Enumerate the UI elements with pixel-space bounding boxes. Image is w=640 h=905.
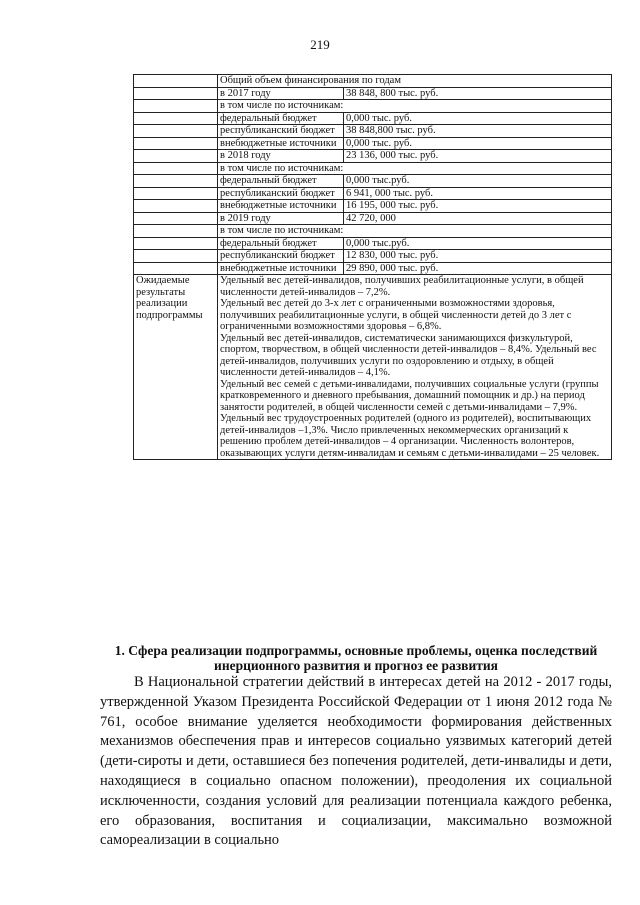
results-paragraph: Удельный вес детей-инвалидов, систематически занимающихся физкультурой, спортом, творчеством, в общей численности детей-инвалидов – 8,4%. Удельный вес детей-инвалидов, получивших услуги по оздоровлению и отдыху, в общей численности детей-инвалидов – 4,1%.	[220, 332, 597, 378]
financing-table	[133, 74, 612, 460]
source-name: республиканский бюджет	[218, 250, 344, 263]
source-amount: 16 195, 000 тыс. руб.	[344, 200, 612, 213]
financing-title-row	[134, 75, 612, 88]
source-amount: 0,000 тыс. руб.	[344, 112, 612, 125]
source-amount: 0,000 тыс.руб.	[344, 237, 612, 250]
sources-label-row	[134, 225, 612, 238]
empty-label-cell	[134, 112, 218, 125]
empty-label-cell	[134, 175, 218, 188]
source-amount: 0,000 тыс.руб.	[344, 175, 612, 188]
source-amount: 0,000 тыс. руб.	[344, 137, 612, 150]
section-heading: 1. Сфера реализации подпрограммы, основные проблемы, оценка последствий инерционного развития и прогноз ее развития	[114, 643, 598, 673]
source-row	[134, 125, 612, 138]
empty-label-cell	[134, 100, 218, 113]
source-row	[134, 262, 612, 275]
empty-label-cell	[134, 200, 218, 213]
source-row	[134, 187, 612, 200]
year-total-row	[134, 212, 612, 225]
source-amount: 6 941, 000 тыс. руб.	[344, 187, 612, 200]
empty-label-cell	[134, 162, 218, 175]
source-amount: 29 890, 000 тыс. руб.	[344, 262, 612, 275]
year-total: 23 136, 000 тыс. руб.	[344, 150, 612, 163]
results-cell	[218, 275, 612, 460]
year-total-row	[134, 87, 612, 100]
sources-label-row	[134, 100, 612, 113]
source-row	[134, 237, 612, 250]
source-row	[134, 175, 612, 188]
year-total: 38 848, 800 тыс. руб.	[344, 87, 612, 100]
source-row	[134, 250, 612, 263]
results-label: Ожидаемые результаты реализации подпрограммы	[134, 275, 218, 460]
source-row	[134, 200, 612, 213]
empty-label-cell	[134, 87, 218, 100]
financing-title: Общий объем финансирования по годам	[218, 75, 612, 88]
source-name: внебюджетные источники	[218, 200, 344, 213]
empty-label-cell	[134, 137, 218, 150]
year-total: 42 720, 000	[344, 212, 612, 225]
source-row	[134, 112, 612, 125]
results-paragraph: Удельный вес семей с детьми-инвалидами, получивших социальные услуги (группы кратковременного и дневного пребывания, домашний помощник и др.) на период занятости родителей, в общей численности семей с детьми-инвалидами – 7,9%. Удельный вес трудоустроенных родителей (одного из родителей), воспитывающих детей-инвалидов –1,3%. Число привлеченных некоммерческих организаций к решению проблем детей-инвалидов – 4 организации. Численность волонтеров, оказывающих услуги детям-инвалидам и семьям с детьми-инвалидами – 25 человек.	[220, 378, 600, 459]
source-name: республиканский бюджет	[218, 187, 344, 200]
empty-label-cell	[134, 250, 218, 263]
source-name: федеральный бюджет	[218, 112, 344, 125]
source-name: внебюджетные источники	[218, 137, 344, 150]
empty-label-cell	[134, 150, 218, 163]
source-row	[134, 137, 612, 150]
empty-label-cell	[134, 125, 218, 138]
year-label: в 2019 году	[218, 212, 344, 225]
source-name: федеральный бюджет	[218, 237, 344, 250]
source-amount: 38 848,800 тыс. руб.	[344, 125, 612, 138]
empty-label-cell	[134, 75, 218, 88]
results-paragraph: Удельный вес детей до 3-х лет с ограниченными возможностями здоровья, получивших реабилитационные услуги, в общей численности детей до 3 лет с ограниченными возможностями здоровья – 6,8%.	[220, 298, 572, 332]
section-body-text: В Национальной стратегии действий в интересах детей на 2012 - 2017 годы, утвержденной Указом Президента Российской Федерации от 1 июня 2012 года № 761, особое внимание уделяется необходимости формирования действенных механизмов обеспечения прав и интересов социально уязвимых категорий детей (дети-сироты и дети, оставшиеся без попечения родителей, дети-инвалиды и дети, находящиеся в социально опасном положении), преодоления их социальной исключенности, создания условий для реализации потенциала каждого ребенка, его образования, воспитания и социализации, максимально возможной самореализации в социально	[100, 674, 612, 849]
empty-label-cell	[134, 212, 218, 225]
year-label: в 2017 году	[218, 87, 344, 100]
source-name: внебюджетные источники	[218, 262, 344, 275]
source-name: республиканский бюджет	[218, 125, 344, 138]
year-total-row	[134, 150, 612, 163]
results-paragraph: Удельный вес детей-инвалидов, получивших реабилитационные услуги, в общей численности детей-инвалидов – 7,2%.	[220, 275, 584, 298]
empty-label-cell	[134, 237, 218, 250]
sources-label: в том числе по источникам:	[218, 225, 612, 238]
sources-label: в том числе по источникам:	[218, 162, 612, 175]
empty-label-cell	[134, 225, 218, 238]
sources-label-row	[134, 162, 612, 175]
source-amount: 12 830, 000 тыс. руб.	[344, 250, 612, 263]
empty-label-cell	[134, 187, 218, 200]
page-number: 219	[310, 37, 330, 52]
source-name: федеральный бюджет	[218, 175, 344, 188]
empty-label-cell	[134, 262, 218, 275]
year-label: в 2018 году	[218, 150, 344, 163]
sources-label: в том числе по источникам:	[218, 100, 612, 113]
results-row	[134, 275, 612, 460]
